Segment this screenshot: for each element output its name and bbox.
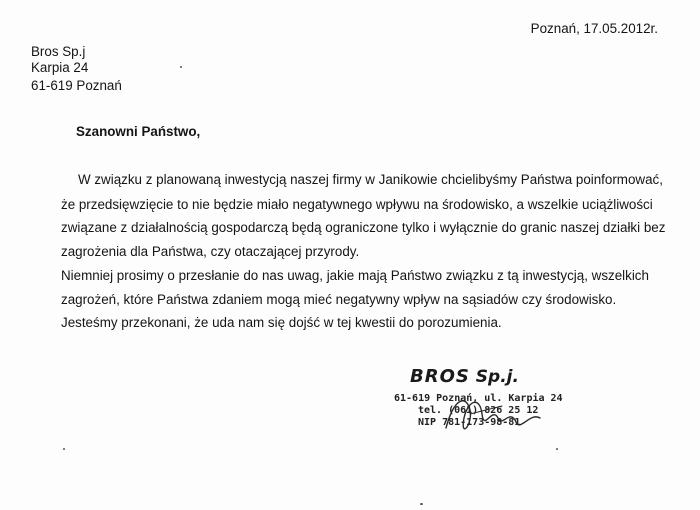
salutation: Szanowni Państwo, [76, 124, 201, 139]
letter-line: Jesteśmy przekonani, że uda nam się dojść w tej kwestii do porozumienia. [61, 315, 502, 330]
letter-line: Niemniej prosimy o przesłanie do nas uwag, jakie mają Państwo związku z tą inwestycją, wszelkich [61, 268, 649, 283]
sender-city: 61-619 Poznań [31, 78, 122, 93]
stamp-company [410, 366, 519, 387]
letter-line: W związku z planowaną inwestycją naszej firmy w Janikowie chcielibyśmy Państwa poinformować, [78, 172, 663, 187]
sender-name: Bros Sp.j [31, 44, 86, 59]
stamp-company-suffix: Sp.j. [475, 367, 519, 387]
stamp-phone: tel. (061) 826 25 12 [418, 405, 539, 416]
sender-street: Karpia 24 [31, 60, 89, 75]
letter-line: zagrożenia dla Państwa, czy otaczającej przyrody. [61, 244, 360, 259]
stamp-company-main: BROS [410, 366, 470, 387]
letter-line: związane z działalnością gospodarczą będą ograniczone tylko i wyłącznie do granic naszej działki bez [61, 220, 666, 235]
place-date: Poznań, 17.05.2012r. [530, 21, 658, 36]
letter-line: zagrożeń, które Państwa zdaniem mogą mieć negatywny wpływ na sąsiadów czy środowisko. [61, 292, 617, 307]
scan-speck [180, 66, 182, 68]
handwritten-signature [440, 388, 550, 448]
scan-speck [556, 448, 558, 450]
stamp-address: 61-619 Poznań, ul. Karpia 24 [394, 393, 563, 404]
letter-line: że przedsięwzięcie to nie będzie miało negatywnego wpływu na środowisko, a wszelkie uciążliwości [61, 197, 653, 212]
scan-speck [420, 503, 423, 505]
stamp-nip: NIP 781-173-98-81 [418, 417, 521, 428]
scan-speck [63, 448, 65, 450]
